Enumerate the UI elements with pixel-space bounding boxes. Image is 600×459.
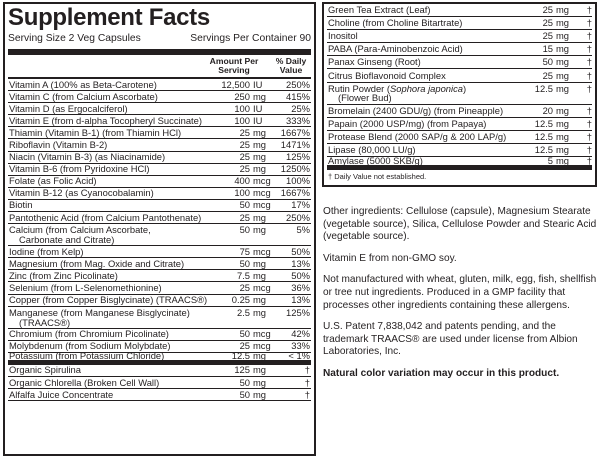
label-notes (323, 206, 597, 390)
nutrient-name: Bromelain (2400 GDU/g) (from Pineapple) (328, 105, 504, 116)
ingredient-list (327, 4, 592, 170)
nutrient-row (327, 30, 592, 43)
nutrient-name: Vitamin E (from d-alpha Tocopheryl Succinate) (9, 115, 202, 126)
nutrient-daily-value: 50% (291, 245, 310, 257)
nutrient-daily-value: 1471% (280, 139, 310, 151)
nutrient-row (8, 152, 311, 164)
nutrient-amount: 50 mcg (239, 199, 271, 211)
nutrient-name: Folate (as Folic Acid) (9, 176, 97, 187)
nutrient-name: Organic Spirulina (9, 365, 81, 376)
nutrient-daily-value: 33% (291, 340, 310, 352)
nutrient-amount: 25 mg (239, 151, 267, 163)
nutrient-row (8, 282, 311, 294)
nutrient-name: Vitamin D (as Ergocalciferol) (9, 103, 128, 114)
nutrient-daily-value: † (586, 117, 592, 129)
nutrient-name: Vitamin B-6 (from Pyridoxine HCl) (9, 164, 150, 175)
nutrient-name: Organic Chlorella (Broken Cell Wall) (9, 377, 160, 388)
nutrient-amount: 50 mg (239, 257, 267, 269)
nutrient-row (327, 69, 592, 82)
nutrient-amount: 7.5 mg (236, 269, 267, 281)
nutrient-name: Vitamin B-12 (as Cyanocobalamin) (9, 188, 154, 199)
nutrient-daily-value: 1250% (280, 163, 310, 175)
nutrient-amount: 25 mg (239, 211, 267, 223)
nutrient-daily-value: † (304, 376, 310, 388)
nutrient-name: Zinc (from Zinc Picolinate) (9, 270, 118, 281)
nutrient-amount: 100 IU (234, 102, 263, 114)
serving-info (8, 33, 311, 55)
nutrient-name: Protease Blend (2000 SAP/g & 200 LAP/g) (328, 131, 507, 142)
nutrient-amount: 12.5 mg (534, 130, 570, 142)
nutrient-name: Riboflavin (Vitamin B-2) (9, 140, 108, 151)
nutrient-name: Vitamin C (from Calcium Ascorbate) (9, 91, 158, 102)
nutrient-daily-value: 1667% (280, 187, 310, 199)
nutrient-name: Thiamin (Vitamin B-1) (from Thiamin HCl) (9, 127, 182, 138)
nutrient-row (327, 131, 592, 144)
nutrient-amount: 50 mg (239, 224, 267, 236)
nutrient-row (8, 295, 311, 307)
amount-header: Amount Per Serving (209, 56, 259, 75)
nutrient-daily-value: 25% (291, 102, 310, 114)
nutrient-daily-value: 1667% (280, 126, 310, 138)
nutrient-amount: 12.5 mg (534, 117, 570, 129)
nutrient-daily-value: † (586, 104, 592, 116)
nutrient-daily-value: 50% (291, 269, 310, 281)
footnote: † Daily Value not established. (328, 172, 427, 182)
nutrient-name: Papain (2000 USP/mg) (from Papaya) (328, 118, 487, 129)
nutrient-row (8, 329, 311, 341)
nutrient-name: Chromium (from Chromium Picolinate) (9, 329, 169, 340)
patent-note: U.S. Patent 7,838,042 and patents pending, and the trademark TRAACS® are used under license from Albion Laboratories, Inc. (323, 321, 578, 358)
nutrient-amount: 100 mcg (234, 187, 271, 199)
nutrient-row (327, 4, 592, 17)
nutrient-daily-value: † (586, 17, 592, 29)
daily-value-header: % Daily Value (275, 56, 307, 75)
nutrient-row (8, 224, 311, 246)
nutrient-name: Choline (from Choline Bitartrate) (328, 18, 463, 29)
nutrient-row (8, 246, 311, 258)
nutrient-row (327, 43, 592, 56)
nutrient-row (8, 164, 311, 176)
nutrient-daily-value: † (586, 154, 592, 166)
nutrient-amount: 25 mg (239, 163, 267, 175)
nutrient-daily-value: 13% (291, 257, 310, 269)
nutrient-name: Biotin (9, 200, 33, 211)
nutrient-row (8, 270, 311, 282)
nutrient-amount: 25 mcg (239, 281, 271, 293)
nutrient-name: Pantothenic Acid (from Calcium Pantothenate) (9, 212, 202, 223)
nutrient-daily-value: † (586, 130, 592, 142)
nutrient-amount: 0.25 mg (231, 294, 267, 306)
nutrient-daily-value: † (586, 4, 592, 16)
nutrient-daily-value: 333% (286, 114, 310, 126)
nutrient-daily-value: 5% (296, 224, 310, 236)
nutrient-daily-value: 415% (286, 90, 310, 102)
nutrient-row (327, 56, 592, 69)
nutrient-daily-value: 100% (286, 175, 310, 187)
nutrient-name: Lipase (80,000 LU/g) (328, 144, 416, 155)
vitamin-e-note: Vitamin E from non-GMO soy. (323, 252, 457, 264)
nutrient-row (8, 212, 311, 224)
nutrient-name: Rutin Powder (Sophora japonica) (Flower Bud) (328, 83, 467, 103)
nutrient-amount: 125 mg (234, 364, 267, 376)
nutrient-name: Manganese (from Manganese Bisglycinate) (TRAACS®) (9, 307, 190, 328)
nutrient-amount: 2.5 mg (236, 306, 267, 318)
nutrient-amount: 25 mg (542, 30, 570, 42)
nutrient-amount: 50 mg (239, 388, 267, 400)
nutrient-amount: 5 mg (547, 154, 570, 166)
nutrient-row (8, 139, 311, 151)
nutrient-daily-value: 125% (286, 151, 310, 163)
nutrient-name: Vitamin A (100% as Beta-Carotene) (9, 79, 157, 90)
nutrient-amount: 50 mg (239, 376, 267, 388)
nutrient-name: Iodine (from Kelp) (9, 246, 84, 257)
nutrient-daily-value: † (586, 56, 592, 68)
nutrient-row (327, 83, 592, 105)
nutrient-daily-value: † (586, 43, 592, 55)
nutrient-row (8, 115, 311, 127)
nutrient-daily-value: † (304, 388, 310, 400)
nutrient-row (327, 105, 592, 118)
nutrient-daily-value: † (586, 143, 592, 155)
nutrient-name: Panax Ginseng (Root) (328, 57, 421, 68)
nutrient-row (8, 365, 311, 377)
servings-per-container: Servings Per Container 90 (190, 33, 311, 44)
nutrient-daily-value: 250% (286, 78, 310, 90)
nutrient-amount: 12.5 mg (534, 143, 570, 155)
nutrient-amount: 250 mg (234, 90, 267, 102)
nutrient-name: Molybdenum (from Sodium Molybdate) (9, 341, 171, 352)
nutrient-daily-value: † (586, 69, 592, 81)
nutrient-amount: 25 mg (239, 126, 267, 138)
nutrient-daily-value: < 1% (288, 350, 310, 362)
nutrient-name: Amylase (5000 SKB/g) (328, 155, 423, 166)
allergen-note: Not manufactured with wheat, gluten, milk, egg, fish, shellfish or tree nut ingredients. Produced in a GMP facility that processes other ingredients containing these allergens. (323, 274, 597, 311)
nutrient-row (8, 127, 311, 139)
nutrient-daily-value: † (586, 30, 592, 42)
nutrient-amount: 400 mcg (234, 175, 271, 187)
nutrient-daily-value: 250% (286, 211, 310, 223)
color-variation-note: Natural color variation may occur in this product. (323, 367, 560, 379)
supplement-facts-panel (3, 2, 316, 456)
supplement-facts-continued-panel (322, 2, 597, 187)
nutrient-row (8, 176, 311, 188)
nutrient-name: Inositol (328, 31, 358, 42)
serving-size: Serving Size 2 Veg Capsules (8, 33, 141, 44)
nutrient-row (327, 118, 592, 131)
nutrient-name: Alfalfa Juice Concentrate (9, 389, 114, 400)
nutrient-daily-value: 36% (291, 281, 310, 293)
nutrient-row (327, 154, 592, 170)
nutrient-daily-value: † (304, 364, 310, 376)
nutrient-name: PABA (Para-Aminobenzoic Acid) (328, 44, 463, 55)
nutrient-amount: 50 mcg (239, 328, 271, 340)
nutrient-amount: 75 mcg (239, 245, 271, 257)
nutrient-name: Copper (from Copper Bisglycinate) (TRAACS®) (9, 295, 207, 306)
panel-title: Supplement Facts (8, 4, 210, 31)
nutrient-name: Selenium (from L-Selenomethionine) (9, 282, 162, 293)
nutrient-row (8, 307, 311, 329)
nutrient-row (8, 377, 311, 389)
nutrient-amount: 15 mg (542, 43, 570, 55)
nutrient-name: Niacin (Vitamin B-3) (as Niacinamide) (9, 152, 166, 163)
nutrient-row (8, 188, 311, 200)
nutrient-amount: 12,500 IU (221, 78, 263, 90)
nutrient-amount: 25 mg (239, 139, 267, 151)
nutrient-name: Potassium (from Potassium Chloride) (9, 351, 165, 362)
nutrient-amount: 25 mg (542, 69, 570, 81)
nutrient-name: Magnesium (from Mag. Oxide and Citrate) (9, 258, 185, 269)
nutrient-row (8, 258, 311, 270)
nutrient-amount: 25 mg (542, 4, 570, 16)
nutrient-list (8, 79, 311, 401)
nutrient-name: Calcium (from Calcium Ascorbate, Carbonate and Citrate) (9, 225, 151, 246)
nutrient-name: Citrus Bioflavonoid Complex (328, 70, 446, 81)
nutrient-amount: 12.5 mg (231, 350, 267, 362)
nutrient-daily-value: 125% (286, 306, 310, 318)
other-ingredients-note: Other ingredients: Cellulose (capsule), Magnesium Stearate (vegetable source), Silica, Cellulose Powder and Stearic Acid (vegetable source). (323, 206, 597, 243)
nutrient-amount: 50 mg (542, 56, 570, 68)
nutrient-amount: 12.5 mg (534, 82, 570, 94)
nutrient-daily-value: † (586, 82, 592, 94)
nutrient-amount: 20 mg (542, 104, 570, 116)
nutrient-amount: 25 mg (542, 17, 570, 29)
nutrient-row (327, 17, 592, 30)
nutrient-row (8, 79, 311, 91)
nutrient-row (8, 103, 311, 115)
nutrient-row (8, 350, 311, 365)
nutrient-daily-value: 17% (291, 199, 310, 211)
nutrient-amount: 100 IU (234, 114, 263, 126)
nutrient-name: Green Tea Extract (Leaf) (328, 5, 431, 16)
nutrient-row (8, 200, 311, 212)
nutrient-row (8, 91, 311, 103)
column-header (8, 55, 311, 79)
nutrient-daily-value: 42% (291, 328, 310, 340)
nutrient-amount: 25 mcg (239, 340, 271, 352)
nutrient-daily-value: 13% (291, 294, 310, 306)
nutrient-row (8, 389, 311, 401)
